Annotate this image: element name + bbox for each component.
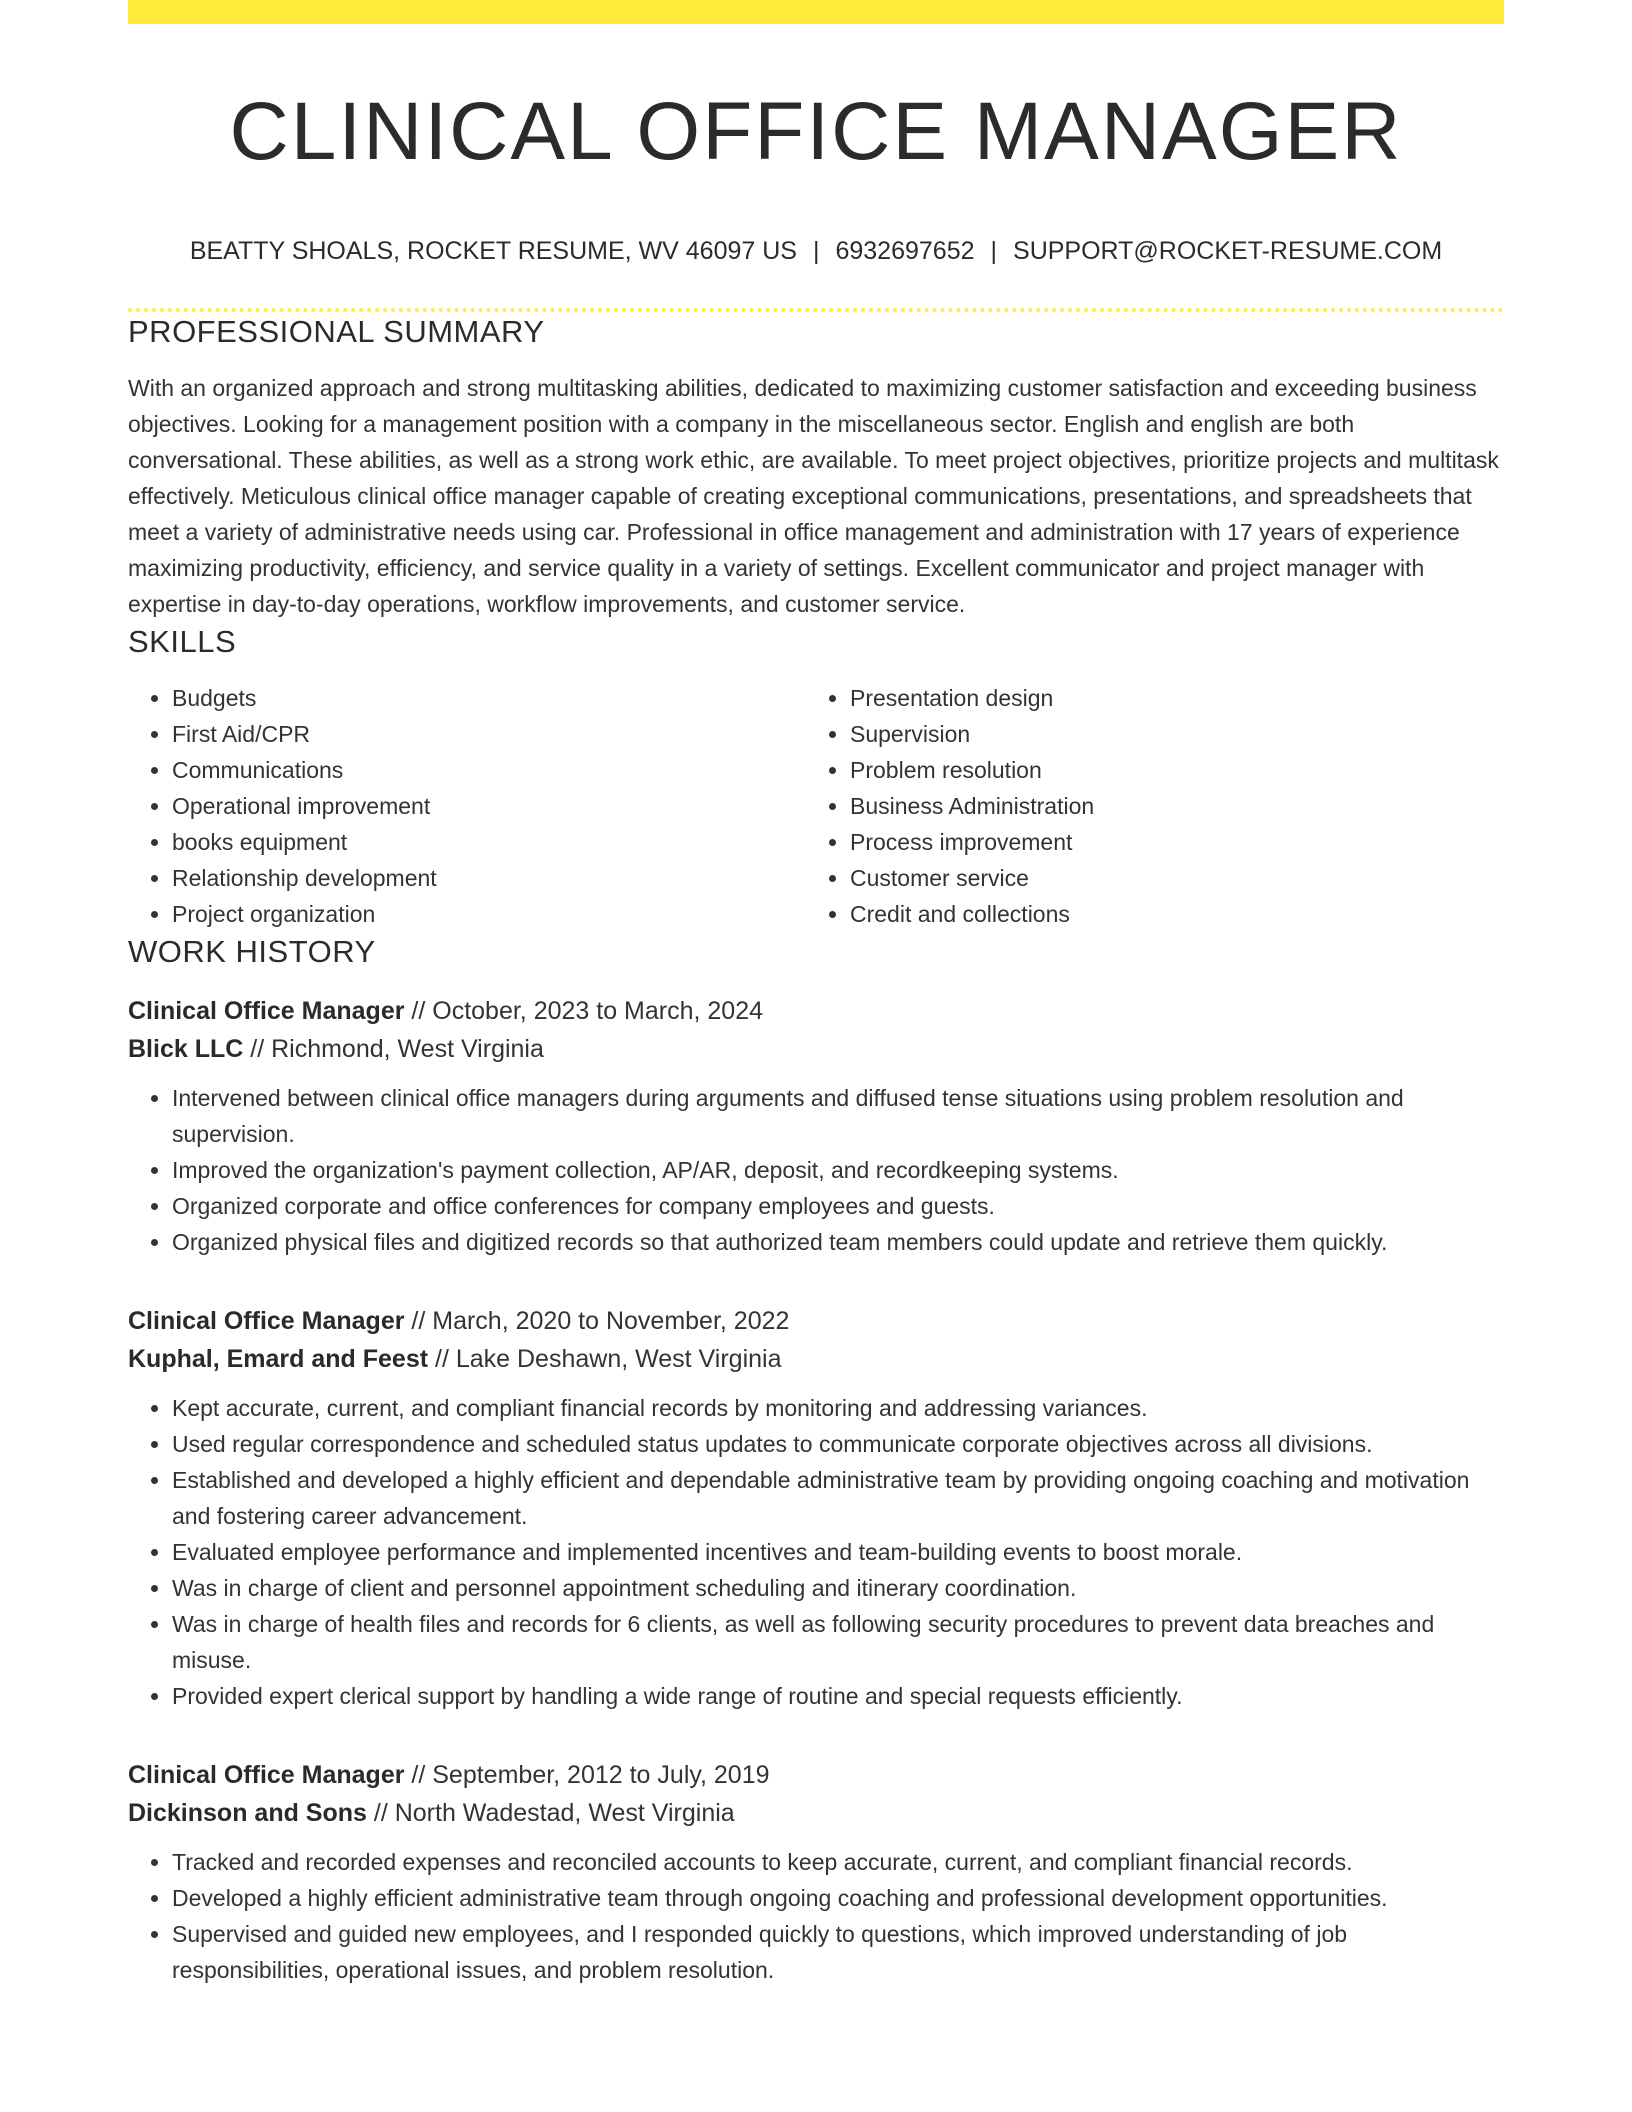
- contact-phone[interactable]: 6932697652: [835, 237, 975, 265]
- job-bullet: • Used regular correspondence and scheduled status updates to communicate corporate objectives across all divisions.: [172, 1426, 1504, 1462]
- skill-item: • Relationship development: [172, 860, 806, 896]
- job-entry: [128, 992, 1504, 1260]
- work-history-heading: WORK HISTORY: [128, 934, 376, 969]
- job-company-line: [128, 1794, 1504, 1832]
- job-bullet: • Established and developed a highly efficient and dependable administrative team by providing ongoing coaching and motivation and fostering career advancement.: [172, 1462, 1504, 1534]
- job-location: // Lake Deshawn, West Virginia: [428, 1345, 782, 1373]
- skills-grid: [128, 680, 1504, 932]
- job-title-line: [128, 992, 1504, 1030]
- job-dates: // September, 2012 to July, 2019: [404, 1761, 770, 1789]
- job-bullet: • Was in charge of health files and records for 6 clients, as well as following security procedures to prevent data breaches and misuse.: [172, 1606, 1504, 1678]
- job-bullet: • Organized corporate and office conferences for company employees and guests.: [172, 1188, 1504, 1224]
- contact-email[interactable]: SUPPORT@ROCKET-RESUME.COM: [1013, 237, 1443, 265]
- contact-separator: |: [990, 237, 998, 265]
- accent-bar: [128, 0, 1504, 24]
- job-bullet: • Developed a highly efficient administrative team through ongoing coaching and professional development opportunities.: [172, 1880, 1504, 1916]
- job-bullet: • Evaluated employee performance and implemented incentives and team-building events to boost morale.: [172, 1534, 1504, 1570]
- job-bullet: • Provided expert clerical support by handling a wide range of routine and special requests efficiently.: [172, 1678, 1504, 1714]
- contact-line: [128, 236, 1504, 266]
- summary-text: With an organized approach and strong multitasking abilities, dedicated to maximizing customer satisfaction and exceeding business objectives. Looking for a management position with a company in the miscellaneous sector. English and english are both conversational. These abilities, as well as a strong work ethic, are available. To meet project objectives, prioritize projects and multitask effectively. Meticulous clinical office manager capable of creating exceptional communications, presentations, and spreadsheets that meet a variety of administrative needs using car. Professional in office management and administration with 17 years of experience maximizing productivity, efficiency, and service quality in a variety of settings. Excellent communicator and project manager with expertise in day-to-day operations, workflow improvements, and customer service.: [128, 375, 1499, 617]
- job-bullet: • Supervised and guided new employees, and I responded quickly to questions, which improved understanding of job responsibilities, operational issues, and problem resolution.: [172, 1916, 1504, 1988]
- skill-item: • Project organization: [172, 896, 806, 932]
- skill-item: • books equipment: [172, 824, 806, 860]
- skill-item: • Credit and collections: [850, 896, 1484, 932]
- job-title: Clinical Office Manager: [128, 1761, 405, 1789]
- job-entry: [128, 1302, 1504, 1714]
- skill-item: • Presentation design: [850, 680, 1484, 716]
- skill-item: • Problem resolution: [850, 752, 1484, 788]
- skill-item: • Customer service: [850, 860, 1484, 896]
- job-company-line: [128, 1340, 1504, 1378]
- contact-separator: |: [812, 237, 820, 265]
- resume-page: [128, 0, 1504, 1988]
- job-bullet: • Intervened between clinical office managers during arguments and diffused tense situations using problem resolution and supervision.: [172, 1080, 1504, 1152]
- skill-item: • Communications: [172, 752, 806, 788]
- job-bullets: [128, 1844, 1504, 1988]
- job-bullet: • Tracked and recorded expenses and reconciled accounts to keep accurate, current, and compliant financial records.: [172, 1844, 1504, 1880]
- skills-right-column: [806, 680, 1484, 932]
- job-company: Blick LLC: [128, 1035, 244, 1063]
- job-location: // North Wadestad, West Virginia: [366, 1799, 735, 1827]
- skills-heading: SKILLS: [128, 624, 237, 659]
- contact-address: BEATTY SHOALS, ROCKET RESUME, WV 46097 US: [189, 237, 797, 265]
- job-bullets: [128, 1390, 1504, 1714]
- job-title: Clinical Office Manager: [128, 1307, 405, 1335]
- skill-item: • Business Administration: [850, 788, 1484, 824]
- skill-item: • Supervision: [850, 716, 1484, 752]
- job-bullet: • Improved the organization's payment collection, AP/AR, deposit, and recordkeeping systems.: [172, 1152, 1504, 1188]
- job-bullet: • Organized physical files and digitized records so that authorized team members could update and retrieve them quickly.: [172, 1224, 1504, 1260]
- job-title-line: [128, 1756, 1504, 1794]
- job-entry: [128, 1756, 1504, 1988]
- skill-item: • Operational improvement: [172, 788, 806, 824]
- summary-heading: PROFESSIONAL SUMMARY: [128, 314, 545, 349]
- job-dates: // October, 2023 to March, 2024: [404, 997, 764, 1025]
- job-location: // Richmond, West Virginia: [243, 1035, 544, 1063]
- job-bullet: • Was in charge of client and personnel appointment scheduling and itinerary coordination.: [172, 1570, 1504, 1606]
- job-company: Dickinson and Sons: [128, 1799, 367, 1827]
- job-title-line: [128, 1302, 1504, 1340]
- job-company: Kuphal, Emard and Feest: [128, 1345, 429, 1373]
- job-bullets: [128, 1080, 1504, 1260]
- skill-item: • Process improvement: [850, 824, 1484, 860]
- resume-title: CLINICAL OFFICE MANAGER: [229, 86, 1403, 177]
- job-company-line: [128, 1030, 1504, 1068]
- skills-left-column: [128, 680, 806, 932]
- job-bullet: • Kept accurate, current, and compliant financial records by monitoring and addressing variances.: [172, 1390, 1504, 1426]
- skill-item: • First Aid/CPR: [172, 716, 806, 752]
- skill-item: • Budgets: [172, 680, 806, 716]
- job-title: Clinical Office Manager: [128, 997, 405, 1025]
- job-dates: // March, 2020 to November, 2022: [404, 1307, 790, 1335]
